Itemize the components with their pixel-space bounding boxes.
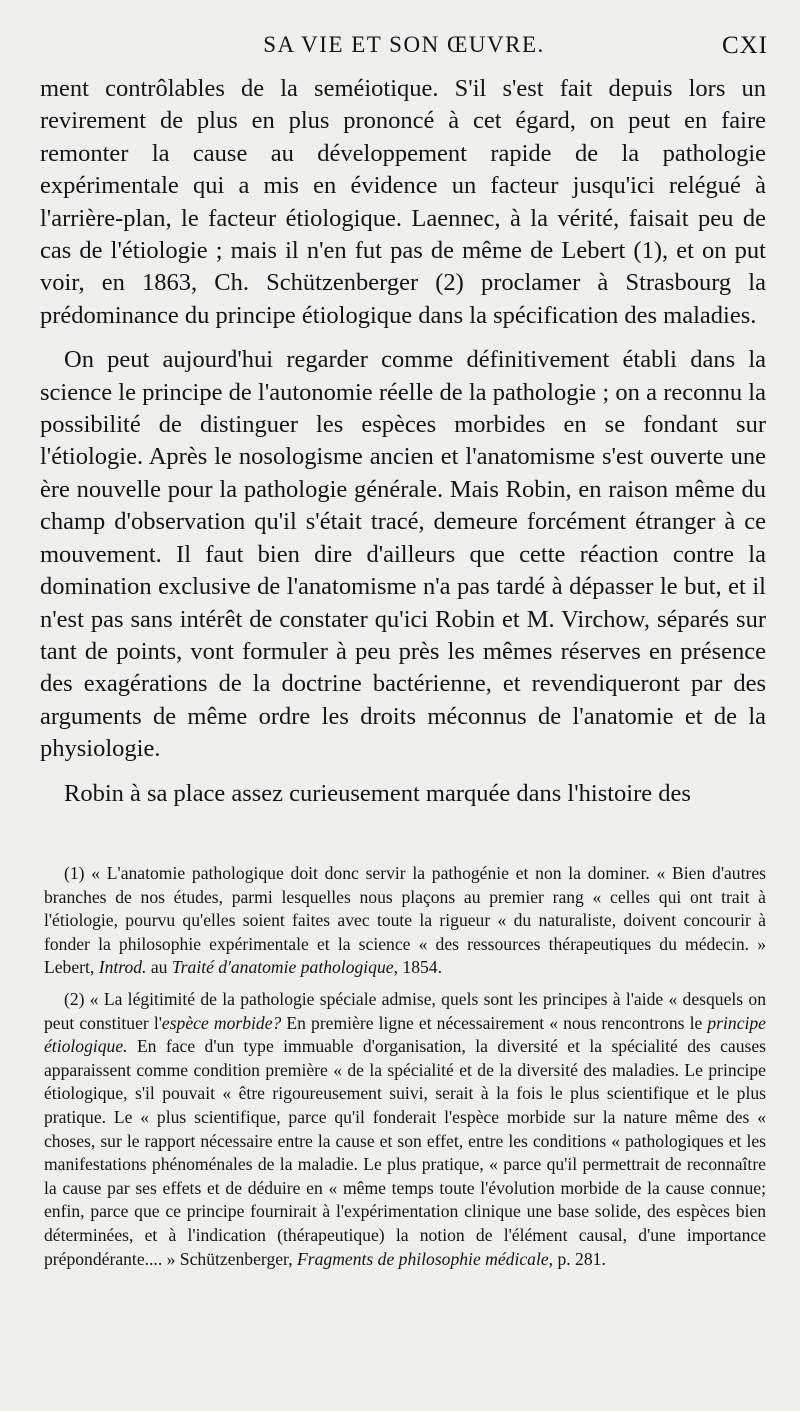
main-text — [40, 73, 766, 822]
footnote-1 — [44, 862, 766, 980]
footnote-1-italic-title: Traité d'anatomie pathologique — [171, 957, 394, 978]
page-header — [40, 30, 768, 66]
footnote-2 — [44, 988, 766, 1271]
footnote-2-italic-principe: principe étiologique. — [44, 1012, 766, 1057]
footnote-1-end: , 1854. — [393, 957, 442, 978]
footnote-2-italic-espece: espèce morbide? — [161, 1012, 282, 1033]
footnote-2-part-a: (2) « La légitimité de la pathologie spéciale admise, quels sont les principes à l'aide « desquels on peut constituer l' — [44, 988, 766, 1033]
running-title: SA VIE ET SON ŒUVRE. — [263, 32, 545, 57]
paragraph-1: ment contrôlables de la seméiotique. S'il s'est fait depuis lors un revirement de plus en plus prononcé à cet égard, on peut en faire remonter la cause au développement rapide de la pathologie expérimentale qui a mis en évidence un facteur jusqu'ici relégué à l'arrière-plan, le facteur étiologique. Laennec, à la vérité, faisait peu de cas de l'étiologie ; mais il n'en fut pas de même de Lebert (1), et on put voir, en 1863, Ch. Schützenberger (2) proclamer à Strasbourg la prédominance du principe étiologique dans la spécification des maladies. — [40, 75, 766, 329]
footnote-2-italic-fragments: Fragments de philosophie médicale — [297, 1248, 549, 1269]
footnote-1-text: (1) « L'anatomie pathologique doit donc servir la pathogénie et non la dominer. « Bien d'autres branches de nos études, parmi lesquelles nous plaçons au premier rang « celles qui ont trait à l'étiologie, pourvu qu'elles soient faites avec toute la rigueur « du naturaliste, doivent concourir à fonder la philosophie expérimentale et la science « des ressources thérapeutiques du médecin. » Lebert, — [44, 863, 766, 978]
footnote-2-part-b: En première ligne et nécessairement « nous rencontrons le — [281, 1012, 708, 1033]
footnote-1-mid: au — [146, 957, 172, 978]
footnote-2-end: , p. 281. — [548, 1248, 606, 1269]
paragraph-3: Robin à sa place assez curieusement marquée dans l'histoire des — [64, 779, 691, 807]
page-number: CXI — [721, 32, 768, 59]
footnote-1-italic-introd: Introd. — [98, 957, 147, 978]
footnote-2-part-c: En face d'un type immuable d'organisation, la diversité et la spécialité des causes apparaissent comme condition première « de la spécialité et de la diversité des maladies. Le principe étiologique, s'il pouvait « être rigoureusement suivi, serait à la fois le plus scientifique et le plus pratique. Le « plus scientifique, parce qu'il fonderait l'espèce morbide sur la nature même des « choses, sur le rapport nécessaire entre la cause et son effet, entre les conditions « pathologiques et les manifestations phénoménales de la maladie. Le plus pratique, « parce qu'il permettrait de reconnaître la cause par ses effets et de déduire en « même temps toute l'évolution morbide de la cause connue; enfin, parce que ce principe fournirait à l'expérimentation clinique une base solide, des espèces bien déterminées, et à l'indication (thérapeutique) la notion de l'élément causal, d'une importance prépondérante.... » Schützenberger, — [44, 1036, 766, 1269]
paragraph-2: On peut aujourd'hui regarder comme définitivement établi dans la science le principe de l'autonomie réelle de la pathologie ; on a reconnu la possibilité de distinguer les espèces morbides en se fondant sur l'étiologie. Après le nosologisme ancien et l'anatomisme s'est ouverte une ère nouvelle pour la pathologie générale. Mais Robin, en raison même du champ d'observation qu'il s'était tracé, demeure forcément étranger à ce mouvement. Il faut bien dire d'ailleurs que cette réaction contre la domination exclusive de l'anatomisme n'a pas tardé à dépasser le but, et il n'est pas sans intérêt de constater qu'ici Robin et M. Virchow, séparés sur tant de points, vont formuler à peu près les mêmes réserves en présence des exagérations de la doctrine bactérienne, et revendiqueront par des arguments de même ordre les droits méconnus de l'anatomie et de la physiologie. — [40, 346, 766, 763]
footnotes — [44, 862, 766, 1279]
